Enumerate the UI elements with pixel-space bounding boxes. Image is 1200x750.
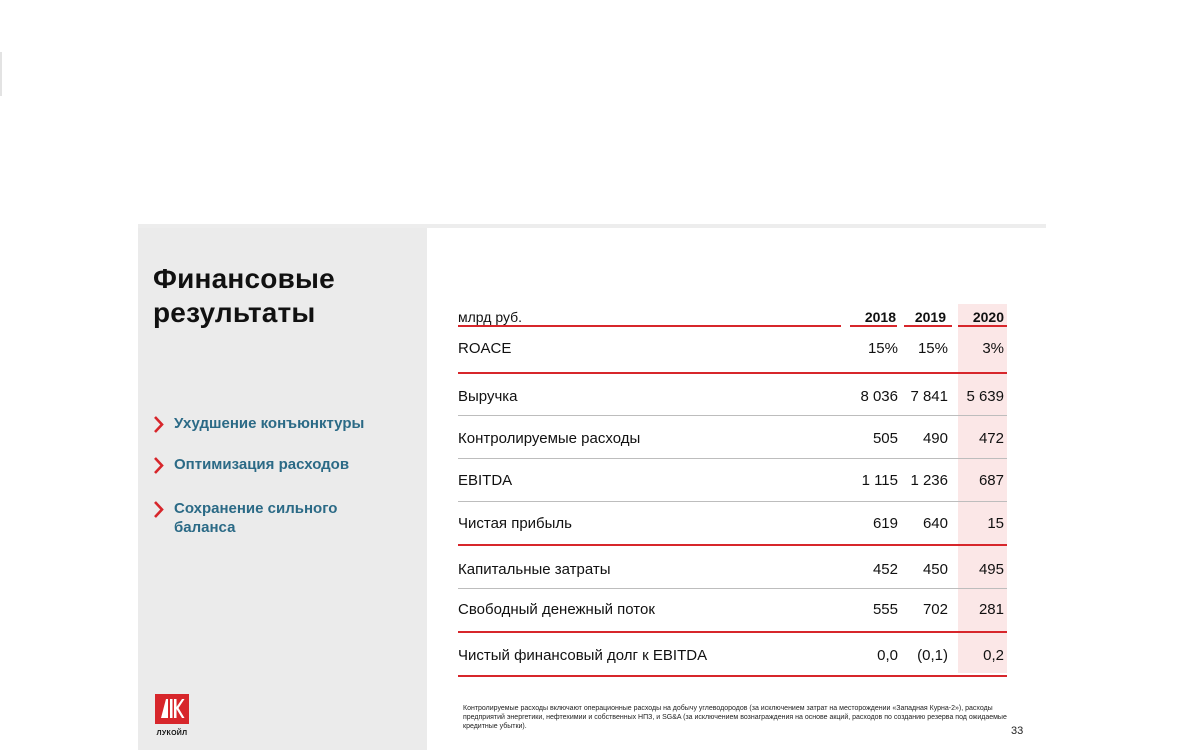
page-number: 33 — [1011, 725, 1024, 737]
financial-table — [458, 304, 1007, 677]
cell-value: 3% — [982, 340, 1004, 357]
cell-value: 640 — [922, 515, 948, 532]
cell-value: 555 — [872, 601, 898, 618]
cell-value: 1 236 — [910, 472, 948, 489]
table-row — [458, 502, 1007, 546]
bullet-item — [150, 414, 384, 433]
row-label: EBITDA — [458, 472, 513, 489]
table-header — [458, 304, 1007, 327]
cell-value: 702 — [922, 601, 948, 618]
cell-value: 495 — [978, 561, 1004, 578]
year-header: 2020 — [972, 309, 1004, 325]
cell-value: 450 — [922, 561, 948, 578]
cell-value: (0,1) — [917, 647, 948, 664]
cell-value: 8 036 — [860, 388, 898, 405]
lukoil-logo — [155, 694, 189, 737]
unit-label: млрд руб. — [458, 309, 523, 325]
cell-value: 5 639 — [966, 388, 1004, 405]
row-label: Чистая прибыль — [458, 515, 572, 532]
cell-value: 281 — [978, 601, 1004, 618]
cell-value: 0,2 — [983, 647, 1004, 664]
lukoil-emblem-icon — [155, 694, 189, 724]
table-row — [458, 327, 1007, 374]
row-label: Чистый финансовый долг к EBITDA — [458, 647, 708, 664]
table-row — [458, 633, 1007, 677]
cell-value: 687 — [978, 472, 1004, 489]
left-panel — [138, 228, 427, 750]
table-row — [458, 416, 1007, 459]
bullet-text: Оптимизация расходов — [174, 456, 350, 473]
edge-marker — [0, 52, 2, 96]
cell-value: 490 — [922, 430, 948, 447]
table-row — [458, 459, 1007, 502]
chevron-right-icon — [152, 500, 166, 519]
bullet-item — [150, 499, 384, 537]
row-label: ROACE — [458, 340, 512, 357]
row-label: Выручка — [458, 388, 518, 405]
cell-value: 15 — [987, 515, 1004, 532]
cell-value: 7 841 — [910, 388, 948, 405]
row-label: Контролируемые расходы — [458, 430, 641, 447]
chevron-right-icon — [152, 456, 166, 475]
cell-value: 472 — [978, 430, 1004, 447]
cell-value: 619 — [872, 515, 898, 532]
bullet-item — [150, 455, 384, 474]
cell-value: 452 — [872, 561, 898, 578]
cell-value: 505 — [872, 430, 898, 447]
year-header: 2018 — [864, 309, 896, 325]
table-row — [458, 546, 1007, 589]
row-label: Капитальные затраты — [458, 561, 611, 578]
cell-value: 0,0 — [877, 647, 898, 664]
cell-value: 15% — [917, 340, 948, 357]
bullet-text: Ухудшение конъюнктуры — [174, 415, 365, 432]
table-row — [458, 374, 1007, 416]
row-label: Свободный денежный поток — [458, 601, 655, 618]
logo-text: ЛУКОЙЛ — [156, 730, 188, 737]
bullet-text: Сохранение сильного баланса — [174, 500, 338, 536]
cell-value: 15% — [867, 340, 898, 357]
chevron-right-icon — [152, 415, 166, 434]
footnote: Контролируемые расходы включают операционные расходы на добычу углеводородов (за исключением затрат на месторождении «Западная Курна-2»), расходы предприятий энергетики, нефтехимии и собственных НПЗ, и SG&A (за исключением вознаграждения на основе акций, расходов по созданию резерва под ожидаемые кредитные убытки). — [463, 705, 1007, 730]
cell-value: 1 115 — [861, 472, 898, 489]
table-row — [458, 589, 1007, 633]
slide — [138, 228, 1046, 750]
year-header: 2019 — [914, 309, 946, 325]
slide-title: Финансовые результаты — [153, 263, 335, 328]
